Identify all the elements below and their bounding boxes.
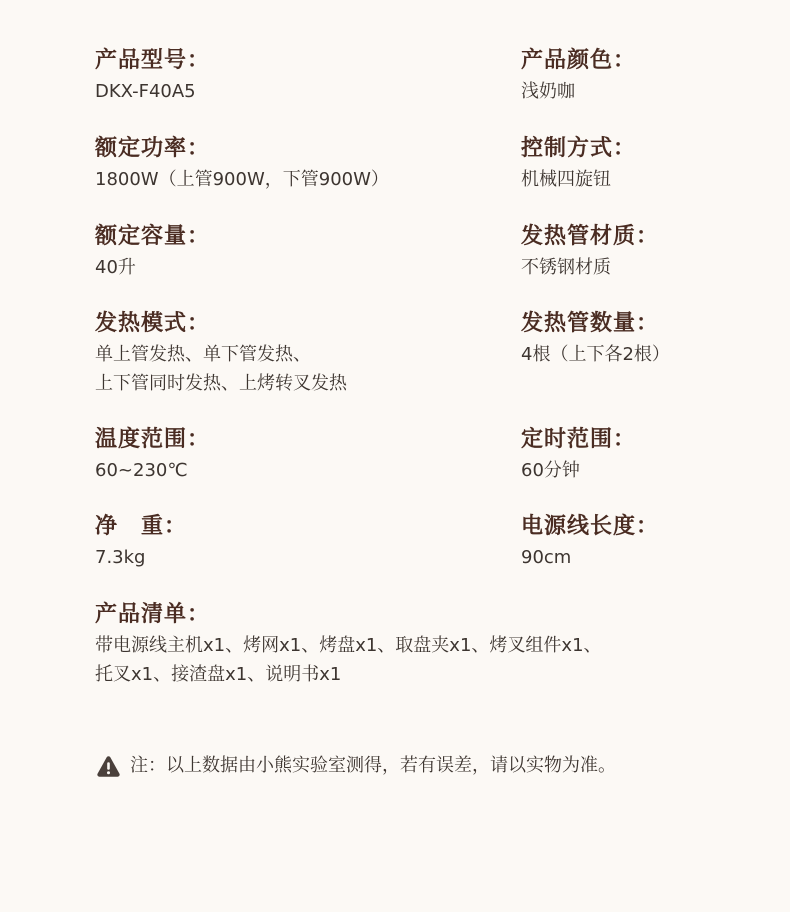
spec-label: 温度范围：: [95, 427, 211, 452]
spec-label: 额定容量：: [95, 224, 211, 249]
spec-label: 产品型号：: [95, 48, 211, 73]
spec-timer-range: [521, 425, 790, 485]
spec-tube-count: [521, 309, 790, 369]
spec-cord-length: [521, 512, 790, 572]
spec-label: 产品颜色：: [521, 48, 637, 73]
spec-package-list: [95, 600, 715, 689]
warning-icon: [96, 754, 121, 779]
spec-label: 发热管数量：: [521, 311, 660, 336]
spec-label: 定时范围：: [521, 427, 637, 452]
spec-color: [521, 46, 790, 106]
spec-capacity: [95, 222, 435, 282]
spec-control: [521, 134, 790, 194]
spec-label: 电源线长度：: [521, 514, 660, 539]
spec-value: 浅奶咖: [521, 81, 575, 102]
spec-value: 40升: [95, 257, 136, 278]
spec-value: 1800W（上管900W，下管900W）: [95, 169, 389, 190]
spec-label: 产品清单：: [95, 602, 211, 627]
spec-value: 机械四旋钮: [521, 169, 611, 190]
disclaimer-note: [96, 752, 616, 780]
spec-heat-mode: [95, 309, 435, 398]
spec-tube-material: [521, 222, 790, 282]
spec-value: 4根（上下各2根）: [521, 344, 670, 365]
spec-value: 7.3kg: [95, 547, 146, 568]
spec-label: 控制方式：: [521, 136, 637, 161]
spec-power: [95, 134, 435, 194]
spec-value: 60分钟: [521, 460, 580, 481]
spec-label: 额定功率：: [95, 136, 211, 161]
spec-value-line-1: 单上管发热、单下管发热、: [95, 344, 311, 365]
spec-label: 净 重：: [95, 514, 188, 539]
spec-weight: [95, 512, 435, 572]
spec-value: 不锈钢材质: [521, 257, 611, 278]
spec-label: 发热模式：: [95, 311, 211, 336]
spec-value: DKX-F40A5: [95, 81, 196, 102]
spec-value-line-2: 上下管同时发热、上烤转叉发热: [95, 373, 347, 394]
spec-value: 60~230℃: [95, 460, 188, 481]
spec-temp-range: [95, 425, 435, 485]
spec-value: 90cm: [521, 547, 572, 568]
spec-value-line-2: 托叉x1、接渣盘x1、说明书x1: [95, 664, 342, 685]
spec-model: [95, 46, 435, 106]
spec-label: 发热管材质：: [521, 224, 660, 249]
spec-value-line-1: 带电源线主机x1、烤网x1、烤盘x1、取盘夹x1、烤叉组件x1、: [95, 635, 602, 656]
note-text: 注：以上数据由小熊实验室测得，若有误差，请以实物为准。: [130, 755, 616, 776]
